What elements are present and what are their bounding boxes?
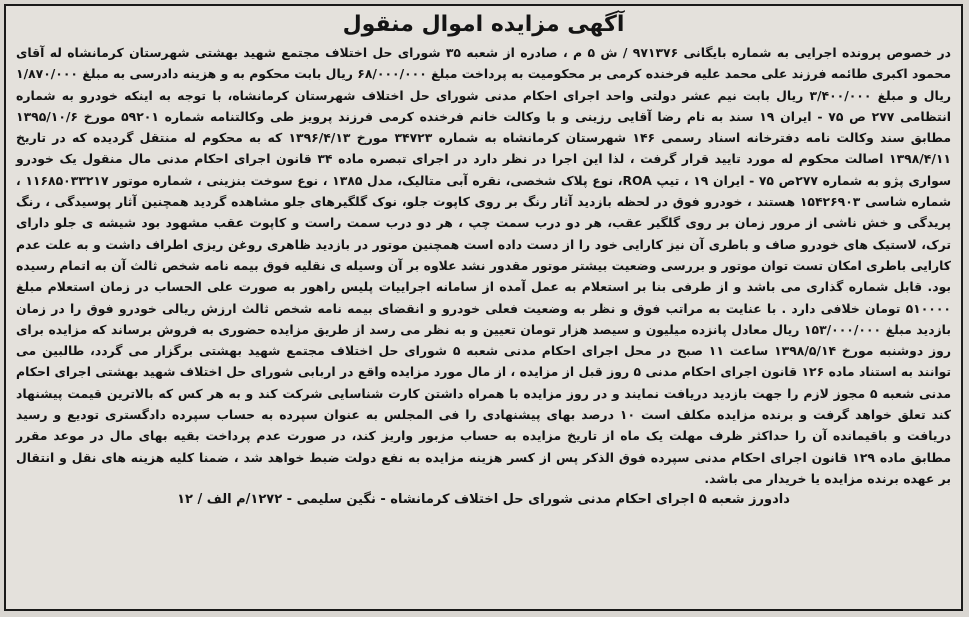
auction-notice <box>4 4 963 611</box>
notice-title: آگهی مزایده اموال منقول <box>342 12 625 37</box>
notice-signature: دادورز شعبه ۵ اجرای احکام مدنی شورای حل اختلاف کرمانشاه - نگین سلیمی - ۱۲۷۲/م الف / ۱۲ <box>177 492 790 508</box>
notice-body: در خصوص پرونده اجرایی به شماره بایگانی ۹۷۱۳۷۶ / ش ۵ م ، صادره از شعبه ۳۵ شورای حل اختلاف مجتمع شهید بهشتی شهرستان کرمانشاه له آقای محمود اکبری طائمه فرزند علی محمد علیه فرخنده کرمی بر محکومیت به پرداخت مبلغ ۶۸/۰۰۰/۰۰۰ ریال بابت محکوم به و هزینه دادرسی به مبلغ ۱/۸۷۰/۰۰۰ ریال و مبلغ ۳/۴۰۰/۰۰۰ ریال بابت نیم عشر دولتی واحد اجرای احکام مدنی شورای حل اختلاف شهرستان کرمانشاه، با توجه به اینکه خودرو به شماره انتظامی ۲۷۷ ص ۷۵ - ایران ۱۹ سند به نام رضا آقایی رزینی و با وکالت خانم فرخنده کرمی فرزند پرویز طی وکالتنامه شماره ۵۹۲۰۱ مورخ ۱۳۹۵/۱۰/۶ مطابق سند وکالت نامه دفترخانه اسناد رسمی ۱۴۶ شهرستان کرمانشاه به شماره ۳۴۷۲۳ مورخ ۱۳۹۶/۴/۱۳ که به محکوم له منتقل گردیده که در تاریخ ۱۳۹۸/۴/۱۱ اصالت محکوم له مورد تایید قرار گرفت ، لذا این اجرا در نظر دارد در اجرای تبصره ماده ۳۴ قانون اجرای احکام مدنی مال منقول یک خودرو سواری پژو به شماره ۲۷۷ص ۷۵ - ایران ۱۹ ، تیپ ROA، نوع پلاک شخصی، نقره آبی متالیک، مدل ۱۳۸۵ ، نوع سوخت بنزینی ، شماره موتور ۱۱۶۸۵۰۳۳۲۱۷ ، شماره شاسی ۱۵۴۲۶۹۰۳ هستند ، خودرو فوق در لحظه بازدید آثار رنگ بر روی کاپوت جلو، نوک گلگیرهای جلو مشاهده گردید همچنین آثار پوسیدگی ، رنگ پریدگی و خش ناشی از مرور زمان بر روی گلگیر عقب، هر دو درب سمت چپ ، هر دو درب سمت راست و کاپوت عقب مشهود بود شیشه ی جلو دارای ترک، لاستیک های خودرو صاف و باطری آن نیز کارایی خود را از دست داده است همچنین موتور در بازدید ظاهری روغن ریزی اطراف داشت و به علت عدم کارایی باطری امکان تست توان موتور و بررسی وضعیت بیشتر موتور مقدور نشد علاوه بر آن وسیله ی نقلیه فوق بیمه نامه شخص ثالث آن به اتمام رسیده بود. قابل شماره گذاری می باشد و از طرفی بنا بر استعلام به عمل آمده از سامانه اجراییات پلیس راهور به صورت علی الحساب در زمان استعلام مبلغ ۵۱۰۰۰۰ تومان خلافی دارد . با عنایت به مراتب فوق و نظر به وضعیت فعلی خودرو و انقضای بیمه نامه شخص ثالث ارزش ریالی خودرو فوق را در زمان بازدید مبلغ ۱۵۳/۰۰۰/۰۰۰ ریال معادل پانزده میلیون و سیصد هزار تومان تعیین و به نظر می رسد از طریق مزایده حضوری به فروش برساند که مزایده برای روز دوشنبه مورخ ۱۳۹۸/۵/۱۴ ساعت ۱۱ صبح در محل اجرای احکام مدنی شعبه ۵ شورای حل اختلاف مجتمع شهید بهشتی برگزار می گردد، طالبین می توانند به استناد ماده ۱۲۶ قانون اجرای احکام مدنی ۵ روز قبل از مزایده ، از مال مورد مزایده واقع در اربابی شورای حل اختلاف شهید بهشتی اجرای احکام مدنی شعبه ۵ مجوز لازم را جهت بازدید دریافت نمایند و در روز مزایده با همراه داشتن کارت شناسایی شرکت کند و به هر کس که بالاترین قیمت پیشنهاد کند تعلق خواهد گرفت و برنده مزایده مکلف است ۱۰ درصد بهای پیشنهادی را فی المجلس به عنوان سپرده به حساب سپرده دادگستری تودیع و رسید دریافت و باقیمانده آن را حداکثر ظرف مهلت یک ماه از تاریخ مزایده به حساب مزبور واریز کند، در صورت عدم پرداخت بقیه بهای مال در موعد مقرر مطابق ماده ۱۲۹ قانون اجرای احکام مدنی سپرده فوق الذکر پس از کسر هزینه مزایده به نفع دولت ضبط خواهد شد ، ضمنا کلیه هزینه های نقل و انتقال بر عهده برنده مزایده یا خریدار می باشد. <box>16 45 952 486</box>
